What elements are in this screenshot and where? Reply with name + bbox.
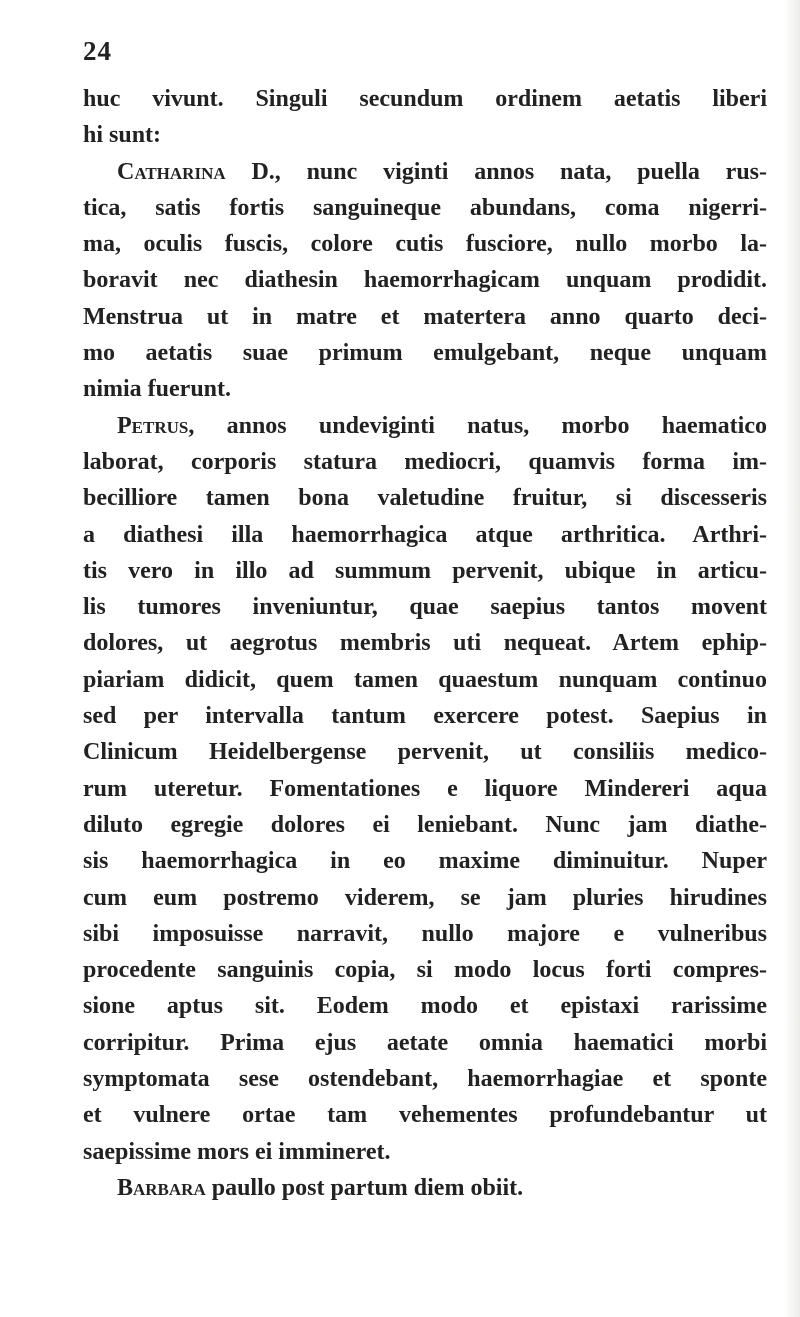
text-line: symptomata sese ostendebant, haemorrhagiae et sponte xyxy=(83,1066,767,1093)
text-line: Barbara paullo post partum diem obiit. xyxy=(117,1174,524,1201)
text-line: piariam didicit, quem tamen quaestum nunquam continuo xyxy=(83,666,767,693)
person-name: Barbara xyxy=(117,1174,206,1201)
text-line: Clinicum Heidelbergense pervenit, ut consiliis medico- xyxy=(83,739,767,766)
text-line: tica, satis fortis sanguineque abundans, coma nigerri- xyxy=(83,194,767,221)
text-line: nimia fuerunt. xyxy=(83,376,232,403)
text-line: diluto egregie dolores ei leniebant. Nunc jam diathe- xyxy=(83,811,767,838)
text-line: tis vero in illo ad summum pervenit, ubique in articu- xyxy=(83,557,767,584)
text-line: corripitur. Prima ejus aetate omnia haematici morbi xyxy=(83,1029,767,1056)
text-line: lis tumores inveniuntur, quae saepius tantos movent xyxy=(83,594,767,621)
text-line: Petrus, annos undeviginti natus, morbo haematico xyxy=(117,412,767,439)
text-line: a diathesi illa haemorrhagica atque arthritica. Arthri- xyxy=(83,521,767,548)
person-name: Petrus xyxy=(117,412,189,439)
text-line: et vulnere ortae tam vehementes profundebantur ut xyxy=(83,1102,767,1129)
body-text xyxy=(83,81,767,1206)
text-line: huc vivunt. Singuli secundum ordinem aetatis liberi xyxy=(83,86,767,112)
text-line: sed per intervalla tantum exercere potest. Saepius in xyxy=(83,703,767,730)
text-line: ma, oculis fuscis, colore cutis fusciore, nullo morbo la- xyxy=(83,231,767,258)
text-line: sis haemorrhagica in eo maxime diminuitur. Nuper xyxy=(83,848,767,875)
person-name: Catharina xyxy=(117,158,226,185)
text-line: cum eum postremo viderem, se jam pluries hirudines xyxy=(83,884,767,911)
page-number: 24 xyxy=(83,36,112,66)
text-line: laborat, corporis statura mediocri, quamvis forma im- xyxy=(83,448,767,475)
text-line: mo aetatis suae primum emulgebant, neque unquam xyxy=(83,340,767,367)
text-line: dolores, ut aegrotus membris uti nequeat. Artem ephip- xyxy=(83,630,767,657)
text-line: boravit nec diathesin haemorrhagicam unquam prodidit. xyxy=(83,267,767,294)
text-line: hi sunt: xyxy=(83,122,162,149)
text-line: rum uteretur. Fomentationes e liquore Mindereri aqua xyxy=(83,775,767,802)
page-edge-shadow xyxy=(784,0,800,1317)
text-line: becilliore tamen bona valetudine fruitur, si discesseris xyxy=(83,485,767,512)
text-line: Menstrua ut in matre et matertera anno quarto deci- xyxy=(83,303,767,330)
text-line: sibi imposuisse narravit, nullo majore e vulneribus xyxy=(83,920,767,947)
text-line: Catharina D., nunc viginti annos nata, puella rus- xyxy=(117,158,767,185)
text-line: sione aptus sit. Eodem modo et epistaxi rarissime xyxy=(83,993,767,1020)
text-line: procedente sanguinis copia, si modo locus forti compres- xyxy=(83,957,767,984)
text-line: saepissime mors ei immineret. xyxy=(83,1138,391,1165)
